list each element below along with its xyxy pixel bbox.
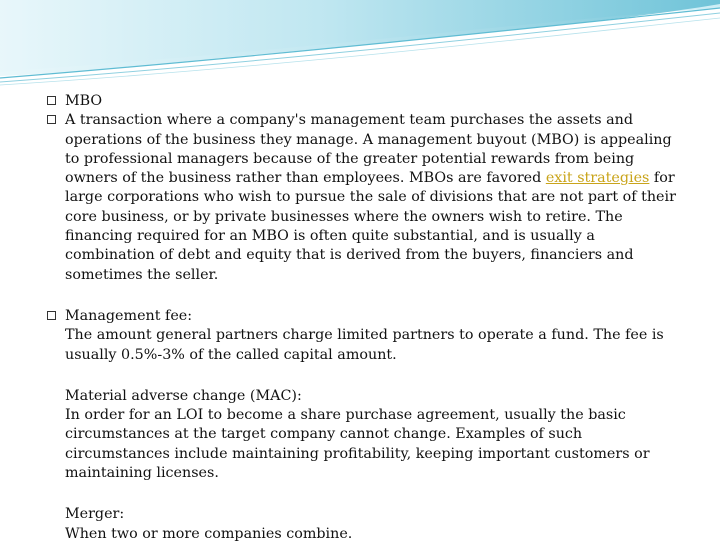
list-item-mbo-definition [44, 111, 684, 285]
banner-main-wave [0, 0, 720, 76]
square-bullet-icon [47, 96, 56, 105]
mbo-definition-text-after: for large corporations who wish to pursue the sale of divisions that are not part of their core business, or by private businesses where the owners wish to retire. The financing required for an MBO is often quite substantial, and is usually a combination of debt and equity that is derived from the buyers, financiers and sometimes the seller. [65, 170, 676, 283]
list-item-management-fee [44, 307, 684, 365]
mbo-definition-text-before: A transaction where a company's management team purchases the assets and operations of the business they manage. A management buyout (MBO) is appealing to professional managers because of the greater potential rewards from being owners of the business rather than employees. MBOs are favored [65, 112, 672, 187]
mac-text: In order for an LOI to become a share purchase agreement, usually the basic circumstances at the target company cannot change. Examples of such circumstances include maintaining profitability, keeping important customers or maintaining licenses. [65, 407, 650, 482]
decorative-wave-banner [0, 0, 720, 90]
exit-strategies-link[interactable]: exit strategies [545, 170, 650, 187]
management-fee-heading: Management fee: [65, 307, 193, 324]
square-bullet-icon [47, 311, 56, 320]
mac-heading: Material adverse change (MAC): [65, 387, 302, 404]
merger-block [44, 505, 684, 544]
slide-content [44, 92, 684, 544]
list-item-mbo [44, 92, 684, 111]
merger-heading: Merger: [65, 506, 125, 523]
merger-text: When two or more companies combine. [65, 525, 353, 542]
square-bullet-icon [47, 115, 56, 124]
mbo-title: MBO [65, 93, 103, 109]
mac-block [44, 387, 684, 483]
management-fee-text: The amount general partners charge limited partners to operate a fund. The fee is usually 0.5%-3% of the called capital amount. [65, 327, 664, 363]
